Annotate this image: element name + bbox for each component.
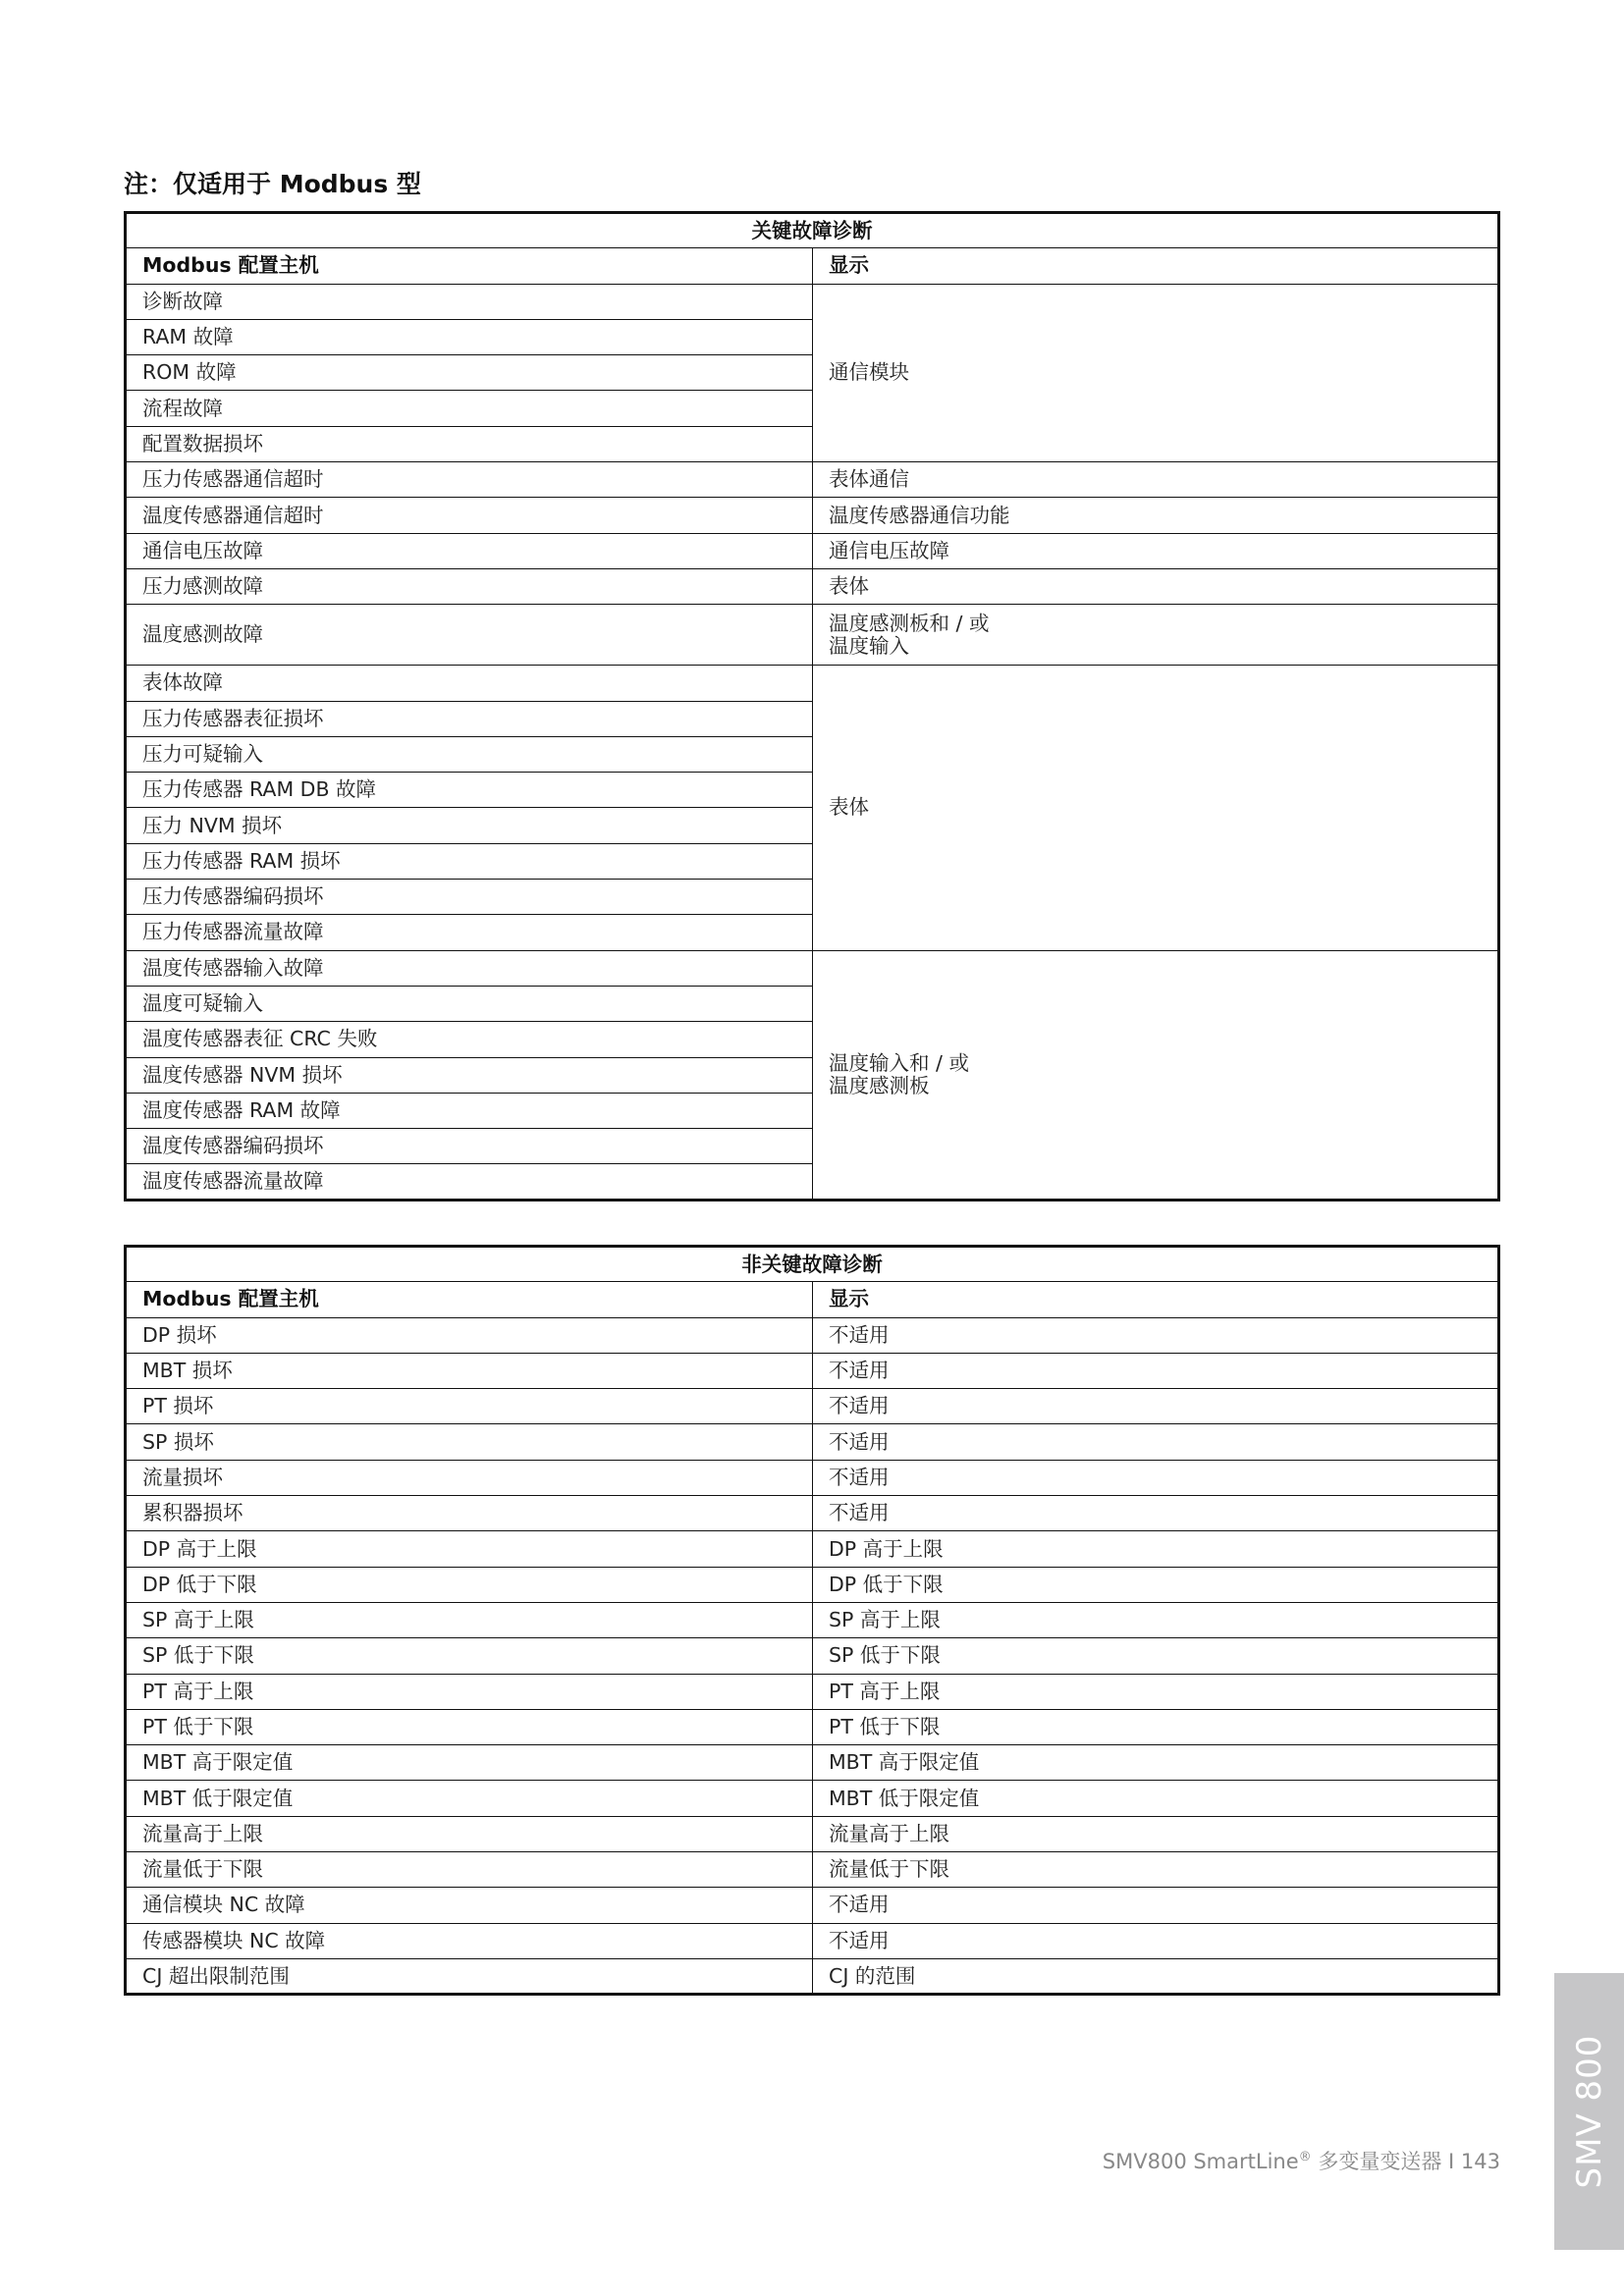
footer-description: 多变量变送器 <box>1318 2150 1442 2173</box>
host-cell: 通信电压故障 <box>126 533 813 568</box>
footer-page-number: 143 <box>1460 2150 1500 2173</box>
table-row <box>126 498 1499 533</box>
host-cell: RAM 故障 <box>126 319 813 354</box>
host-cell: PT 损坏 <box>126 1389 813 1424</box>
critical-col-display-header: 显示 <box>813 248 1499 284</box>
host-cell: 流量低于下限 <box>126 1852 813 1888</box>
table-row <box>126 666 1499 701</box>
footer-registered-mark: ® <box>1298 2150 1312 2164</box>
display-cell: 不适用 <box>813 1888 1499 1923</box>
host-cell: 压力传感器编码损坏 <box>126 880 813 915</box>
display-cell: 不适用 <box>813 1496 1499 1531</box>
display-cell: 表体通信 <box>813 462 1499 498</box>
table-row <box>126 605 1499 666</box>
host-cell: 表体故障 <box>126 666 813 701</box>
display-cell: 温度传感器通信功能 <box>813 498 1499 533</box>
table-row <box>126 462 1499 498</box>
host-cell: DP 高于上限 <box>126 1531 813 1567</box>
host-cell: 温度传感器流量故障 <box>126 1164 813 1200</box>
host-cell: 温度传感器输入故障 <box>126 950 813 986</box>
host-cell: MBT 高于限定值 <box>126 1745 813 1781</box>
host-cell: MBT 低于限定值 <box>126 1781 813 1816</box>
display-cell: DP 低于下限 <box>813 1567 1499 1602</box>
host-cell: 流量损坏 <box>126 1460 813 1495</box>
noncritical-table-title: 非关键故障诊断 <box>126 1247 1499 1282</box>
table-row <box>126 1389 1499 1424</box>
display-cell: 表体 <box>813 568 1499 604</box>
display-cell: SP 高于上限 <box>813 1602 1499 1637</box>
host-cell: DP 低于下限 <box>126 1567 813 1602</box>
critical-diagnostics-table <box>124 211 1500 1201</box>
table-row <box>126 1602 1499 1637</box>
host-cell: 压力传感器通信超时 <box>126 462 813 498</box>
display-cell: 流量低于下限 <box>813 1852 1499 1888</box>
display-cell: 温度输入和 / 或 温度感测板 <box>813 950 1499 1200</box>
host-cell: 压力 NVM 损坏 <box>126 808 813 843</box>
table-row <box>126 1353 1499 1388</box>
table-row <box>126 284 1499 319</box>
host-cell: 压力传感器 RAM 损坏 <box>126 843 813 879</box>
host-cell: 流程故障 <box>126 391 813 426</box>
table-row <box>126 1567 1499 1602</box>
table-row <box>126 1638 1499 1674</box>
critical-col-host-header: Modbus 配置主机 <box>126 248 813 284</box>
side-tab <box>1554 1973 1624 2250</box>
host-cell: 温度传感器表征 CRC 失败 <box>126 1022 813 1057</box>
display-cell: 温度感测板和 / 或 温度输入 <box>813 605 1499 666</box>
display-cell: 不适用 <box>813 1353 1499 1388</box>
display-cell: 流量高于上限 <box>813 1816 1499 1851</box>
host-cell: CJ 超出限制范围 <box>126 1958 813 1994</box>
display-cell: 不适用 <box>813 1923 1499 1958</box>
display-cell: 不适用 <box>813 1389 1499 1424</box>
host-cell: 压力传感器 RAM DB 故障 <box>126 773 813 808</box>
table-row <box>126 1531 1499 1567</box>
page-footer <box>1103 2146 1500 2175</box>
footer-product: SMV800 SmartLine <box>1102 2150 1299 2173</box>
noncritical-col-display-header: 显示 <box>813 1282 1499 1317</box>
display-cell: 通信模块 <box>813 284 1499 461</box>
host-cell: 压力传感器流量故障 <box>126 915 813 950</box>
display-cell: SP 低于下限 <box>813 1638 1499 1674</box>
host-cell: 温度可疑输入 <box>126 986 813 1021</box>
host-cell: 温度传感器编码损坏 <box>126 1129 813 1164</box>
display-cell: 不适用 <box>813 1460 1499 1495</box>
side-tab-label: SMV 800 <box>1569 2034 1609 2189</box>
display-cell: MBT 低于限定值 <box>813 1781 1499 1816</box>
footer-separator: I <box>1448 2150 1455 2173</box>
host-cell: 温度传感器 NVM 损坏 <box>126 1057 813 1093</box>
table-row <box>126 1424 1499 1460</box>
table-row <box>126 533 1499 568</box>
host-cell: PT 高于上限 <box>126 1674 813 1709</box>
table-row <box>126 950 1499 986</box>
table-row <box>126 1852 1499 1888</box>
table-row <box>126 1709 1499 1744</box>
table-row <box>126 1888 1499 1923</box>
display-cell: DP 高于上限 <box>813 1531 1499 1567</box>
host-cell: 压力可疑输入 <box>126 736 813 772</box>
display-cell: 不适用 <box>813 1317 1499 1353</box>
host-cell: SP 损坏 <box>126 1424 813 1460</box>
host-cell: 流量高于上限 <box>126 1816 813 1851</box>
host-cell: 温度感测故障 <box>126 605 813 666</box>
table-row <box>126 1317 1499 1353</box>
table-row <box>126 1816 1499 1851</box>
table-row <box>126 1674 1499 1709</box>
noncritical-diagnostics-table <box>124 1245 1500 1996</box>
table-row <box>126 568 1499 604</box>
display-cell: 不适用 <box>813 1424 1499 1460</box>
host-cell: PT 低于下限 <box>126 1709 813 1744</box>
host-cell: 累积器损坏 <box>126 1496 813 1531</box>
host-cell: DP 损坏 <box>126 1317 813 1353</box>
table-row <box>126 1781 1499 1816</box>
host-cell: 配置数据损坏 <box>126 426 813 461</box>
host-cell: MBT 损坏 <box>126 1353 813 1388</box>
table-row <box>126 1745 1499 1781</box>
host-cell: ROM 故障 <box>126 355 813 391</box>
table-row <box>126 1460 1499 1495</box>
display-cell: PT 低于下限 <box>813 1709 1499 1744</box>
display-cell: 通信电压故障 <box>813 533 1499 568</box>
host-cell: SP 高于上限 <box>126 1602 813 1637</box>
host-cell: 通信模块 NC 故障 <box>126 1888 813 1923</box>
host-cell: 传感器模块 NC 故障 <box>126 1923 813 1958</box>
host-cell: 温度传感器通信超时 <box>126 498 813 533</box>
table-row <box>126 1496 1499 1531</box>
display-cell: CJ 的范围 <box>813 1958 1499 1994</box>
page-note: 注：仅适用于 Modbus 型 <box>124 170 421 198</box>
noncritical-col-host-header: Modbus 配置主机 <box>126 1282 813 1317</box>
host-cell: 温度传感器 RAM 故障 <box>126 1093 813 1128</box>
critical-table-title: 关键故障诊断 <box>126 213 1499 248</box>
host-cell: 诊断故障 <box>126 284 813 319</box>
host-cell: 压力传感器表征损坏 <box>126 701 813 736</box>
display-cell: 表体 <box>813 666 1499 950</box>
display-cell: MBT 高于限定值 <box>813 1745 1499 1781</box>
table-row <box>126 1958 1499 1994</box>
table-row <box>126 1923 1499 1958</box>
host-cell: SP 低于下限 <box>126 1638 813 1674</box>
host-cell: 压力感测故障 <box>126 568 813 604</box>
display-cell: PT 高于上限 <box>813 1674 1499 1709</box>
